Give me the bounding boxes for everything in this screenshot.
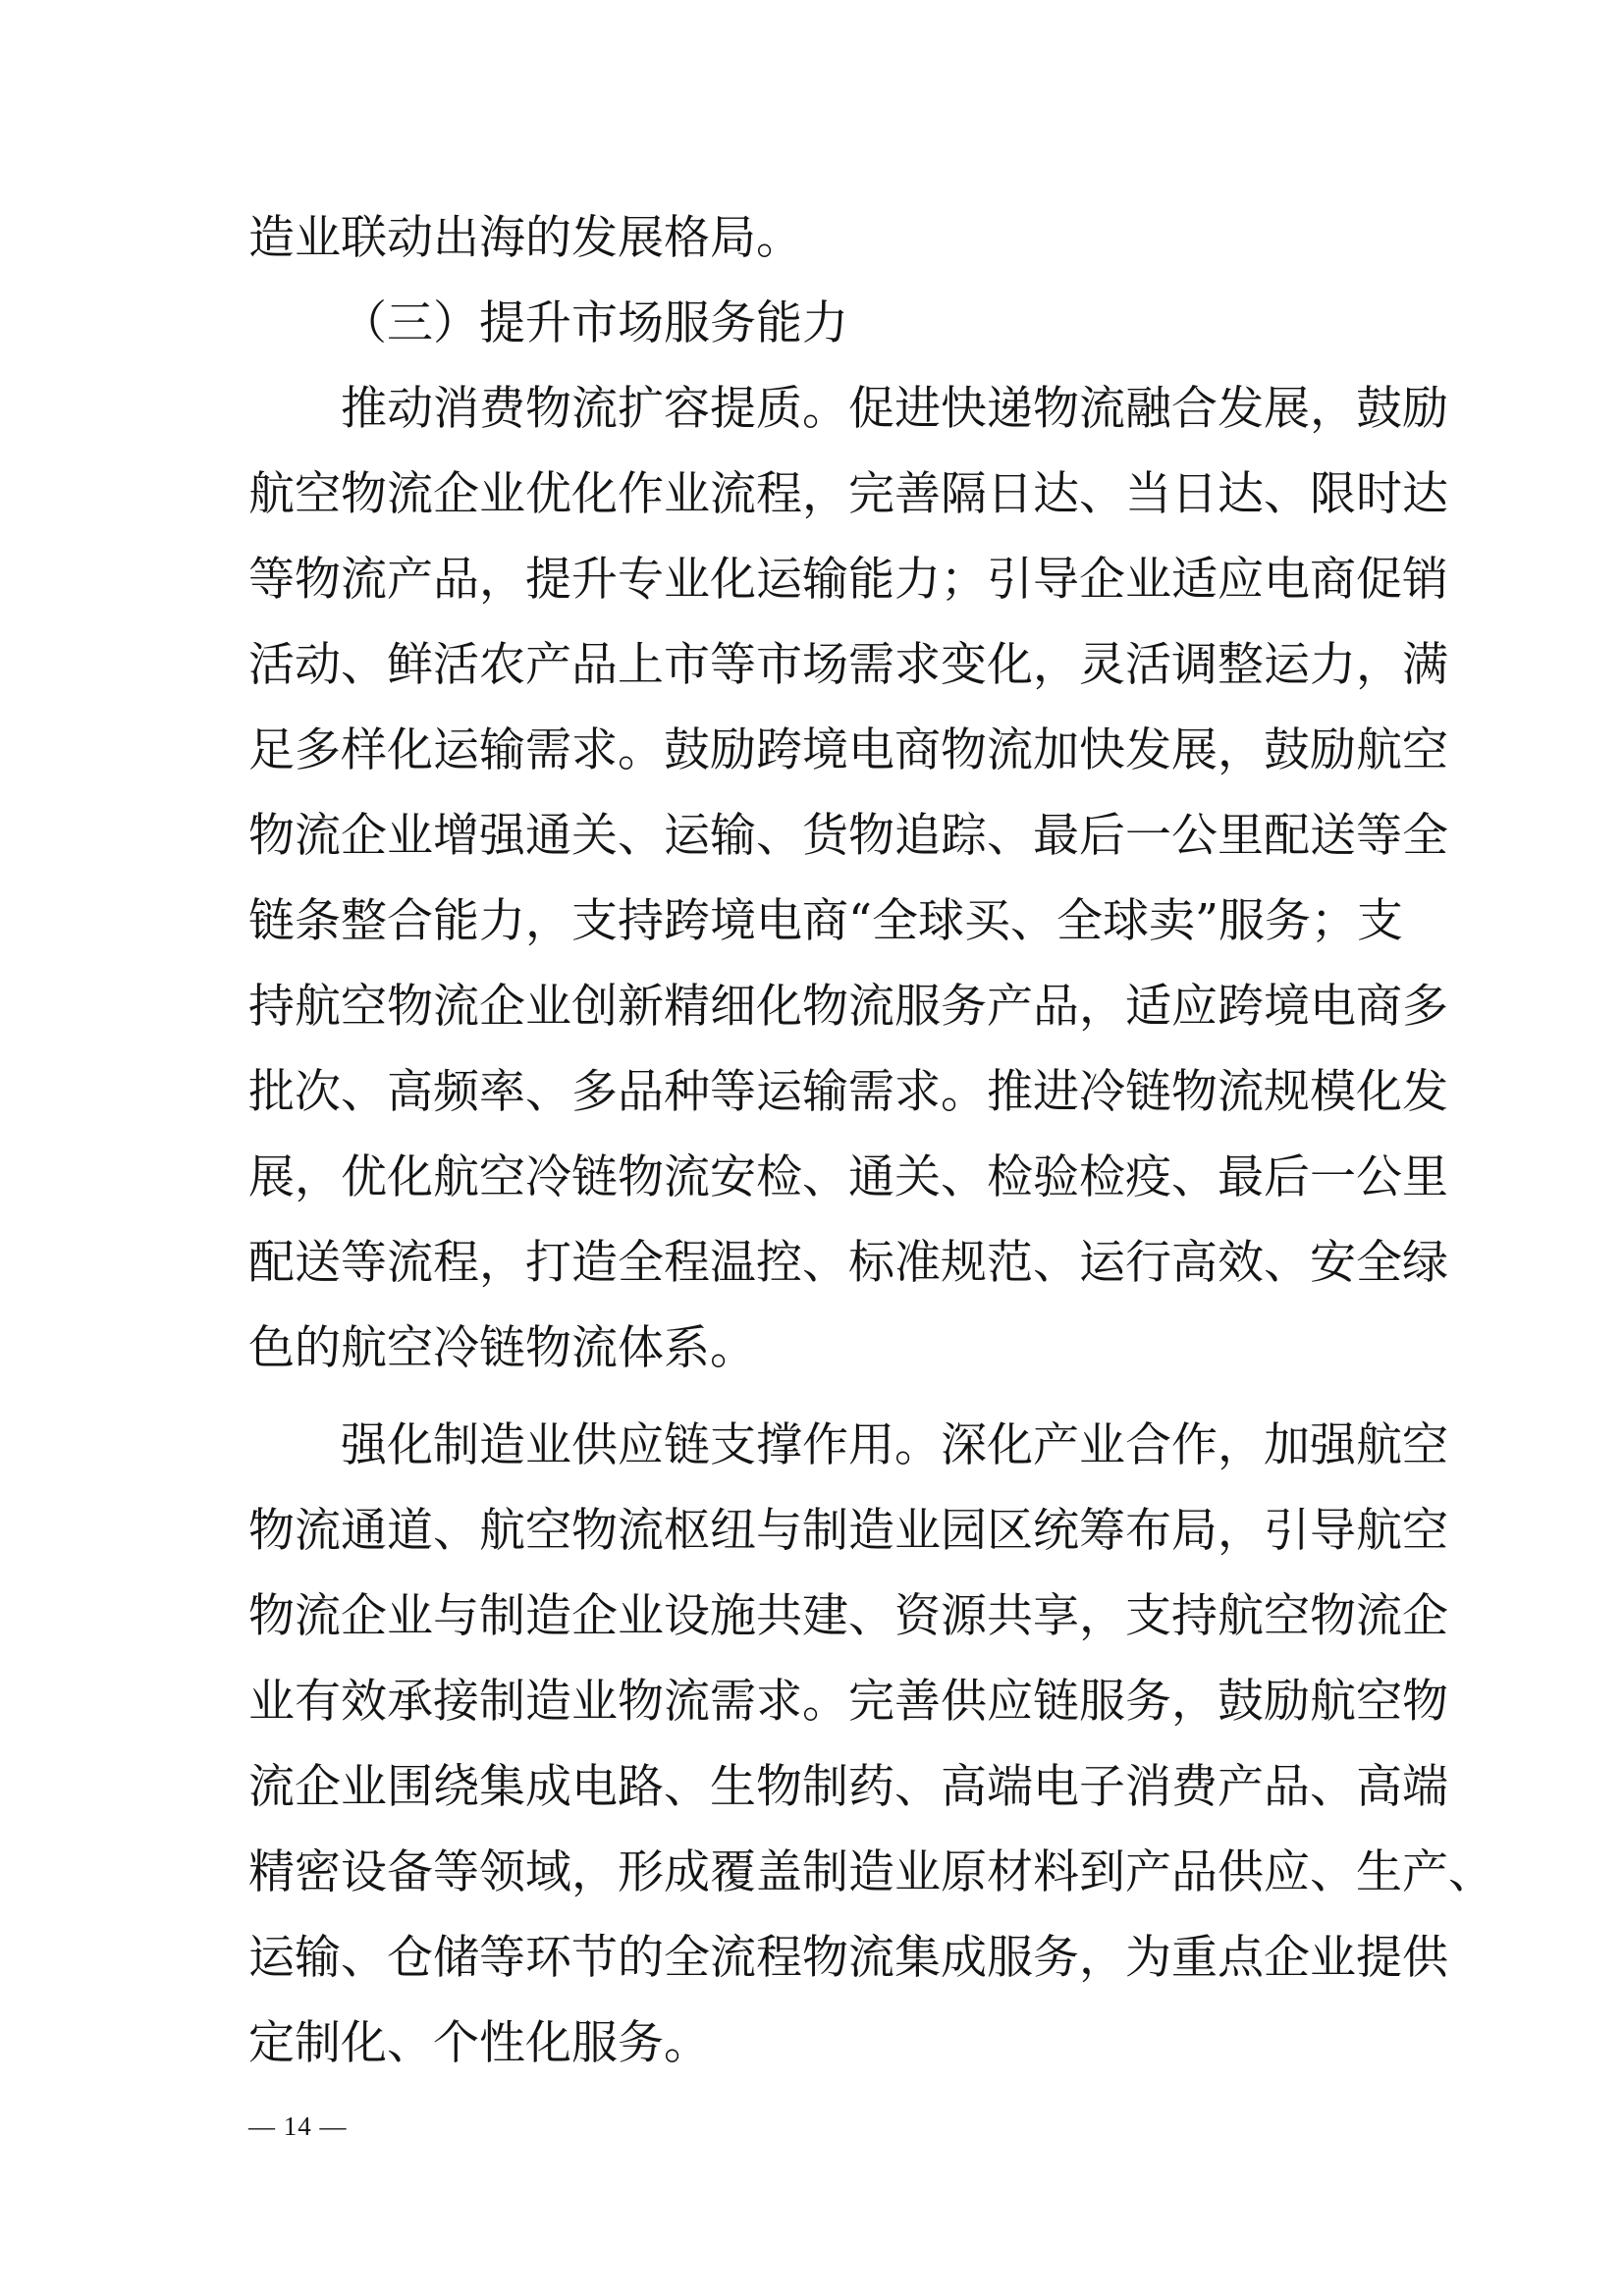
paragraph-line: 精密设备等领域，形成覆盖制造业原材料到产品供应、生产、 <box>248 1845 1494 1899</box>
paragraph-line: 批次、高频率、多品种等运输需求。推进冷链物流规模化发 <box>248 1065 1448 1119</box>
paragraph-line: 强化制造业供应链支撑作用。深化产业合作，加强航空 <box>341 1418 1448 1472</box>
continued-text-line: 造业联动出海的发展格局。 <box>248 211 802 265</box>
paragraph-line: 业有效承接制造业物流需求。完善供应链服务，鼓励航空物 <box>248 1675 1448 1729</box>
paragraph-last-line: 色的航空冷链物流体系。 <box>248 1321 756 1375</box>
paragraph-line: 持航空物流企业创新精细化物流服务产品，适应跨境电商多 <box>248 980 1448 1034</box>
paragraph-line: 推动消费物流扩容提质。促进快递物流融合发展，鼓励 <box>341 382 1448 436</box>
page-number: — 14 — <box>248 2111 348 2141</box>
paragraph-line: 物流企业增强通关、运输、货物追踪、最后一公里配送等全 <box>248 809 1448 863</box>
paragraph-line: 物流通道、航空物流枢纽与制造业园区统筹布局，引导航空 <box>248 1504 1448 1558</box>
paragraph-line: 活动、鲜活农产品上市等市场需求变化，灵活调整运力，满 <box>248 638 1448 692</box>
paragraph-spacing <box>248 1391 1387 1403</box>
paragraph-line: 链条整合能力，支持跨境电商“全球买、全球卖”服务；支 <box>248 894 1404 948</box>
section-heading: （三）提升市场服务能力 <box>341 296 848 350</box>
paragraph-line: 航空物流企业优化作业流程，完善隔日达、当日达、限时达 <box>248 467 1448 521</box>
paragraph-line: 等物流产品，提升专业化运输能力；引导企业适应电商促销 <box>248 553 1448 607</box>
manufacturing-supply-chain-paragraph <box>248 1403 1494 2086</box>
paragraph-line: 配送等流程，打造全程温控、标准规范、运行高效、安全绿 <box>248 1236 1448 1290</box>
consumer-logistics-paragraph <box>248 366 1448 1391</box>
paragraph-line: 展，优化航空冷链物流安检、通关、检验检疫、最后一公里 <box>248 1150 1448 1204</box>
paragraph-line: 足多样化运输需求。鼓励跨境电商物流加快发展，鼓励航空 <box>248 723 1448 777</box>
document-body <box>248 195 1494 2086</box>
paragraph-line: 物流企业与制造企业设施共建、资源共享，支持航空物流企 <box>248 1589 1448 1643</box>
paragraph-line: 流企业围绕集成电路、生物制药、高端电子消费产品、高端 <box>248 1760 1448 1814</box>
paragraph-last-line: 定制化、个性化服务。 <box>248 2016 710 2070</box>
paragraph-line: 运输、仓储等环节的全流程物流集成服务，为重点企业提供 <box>248 1931 1448 1985</box>
